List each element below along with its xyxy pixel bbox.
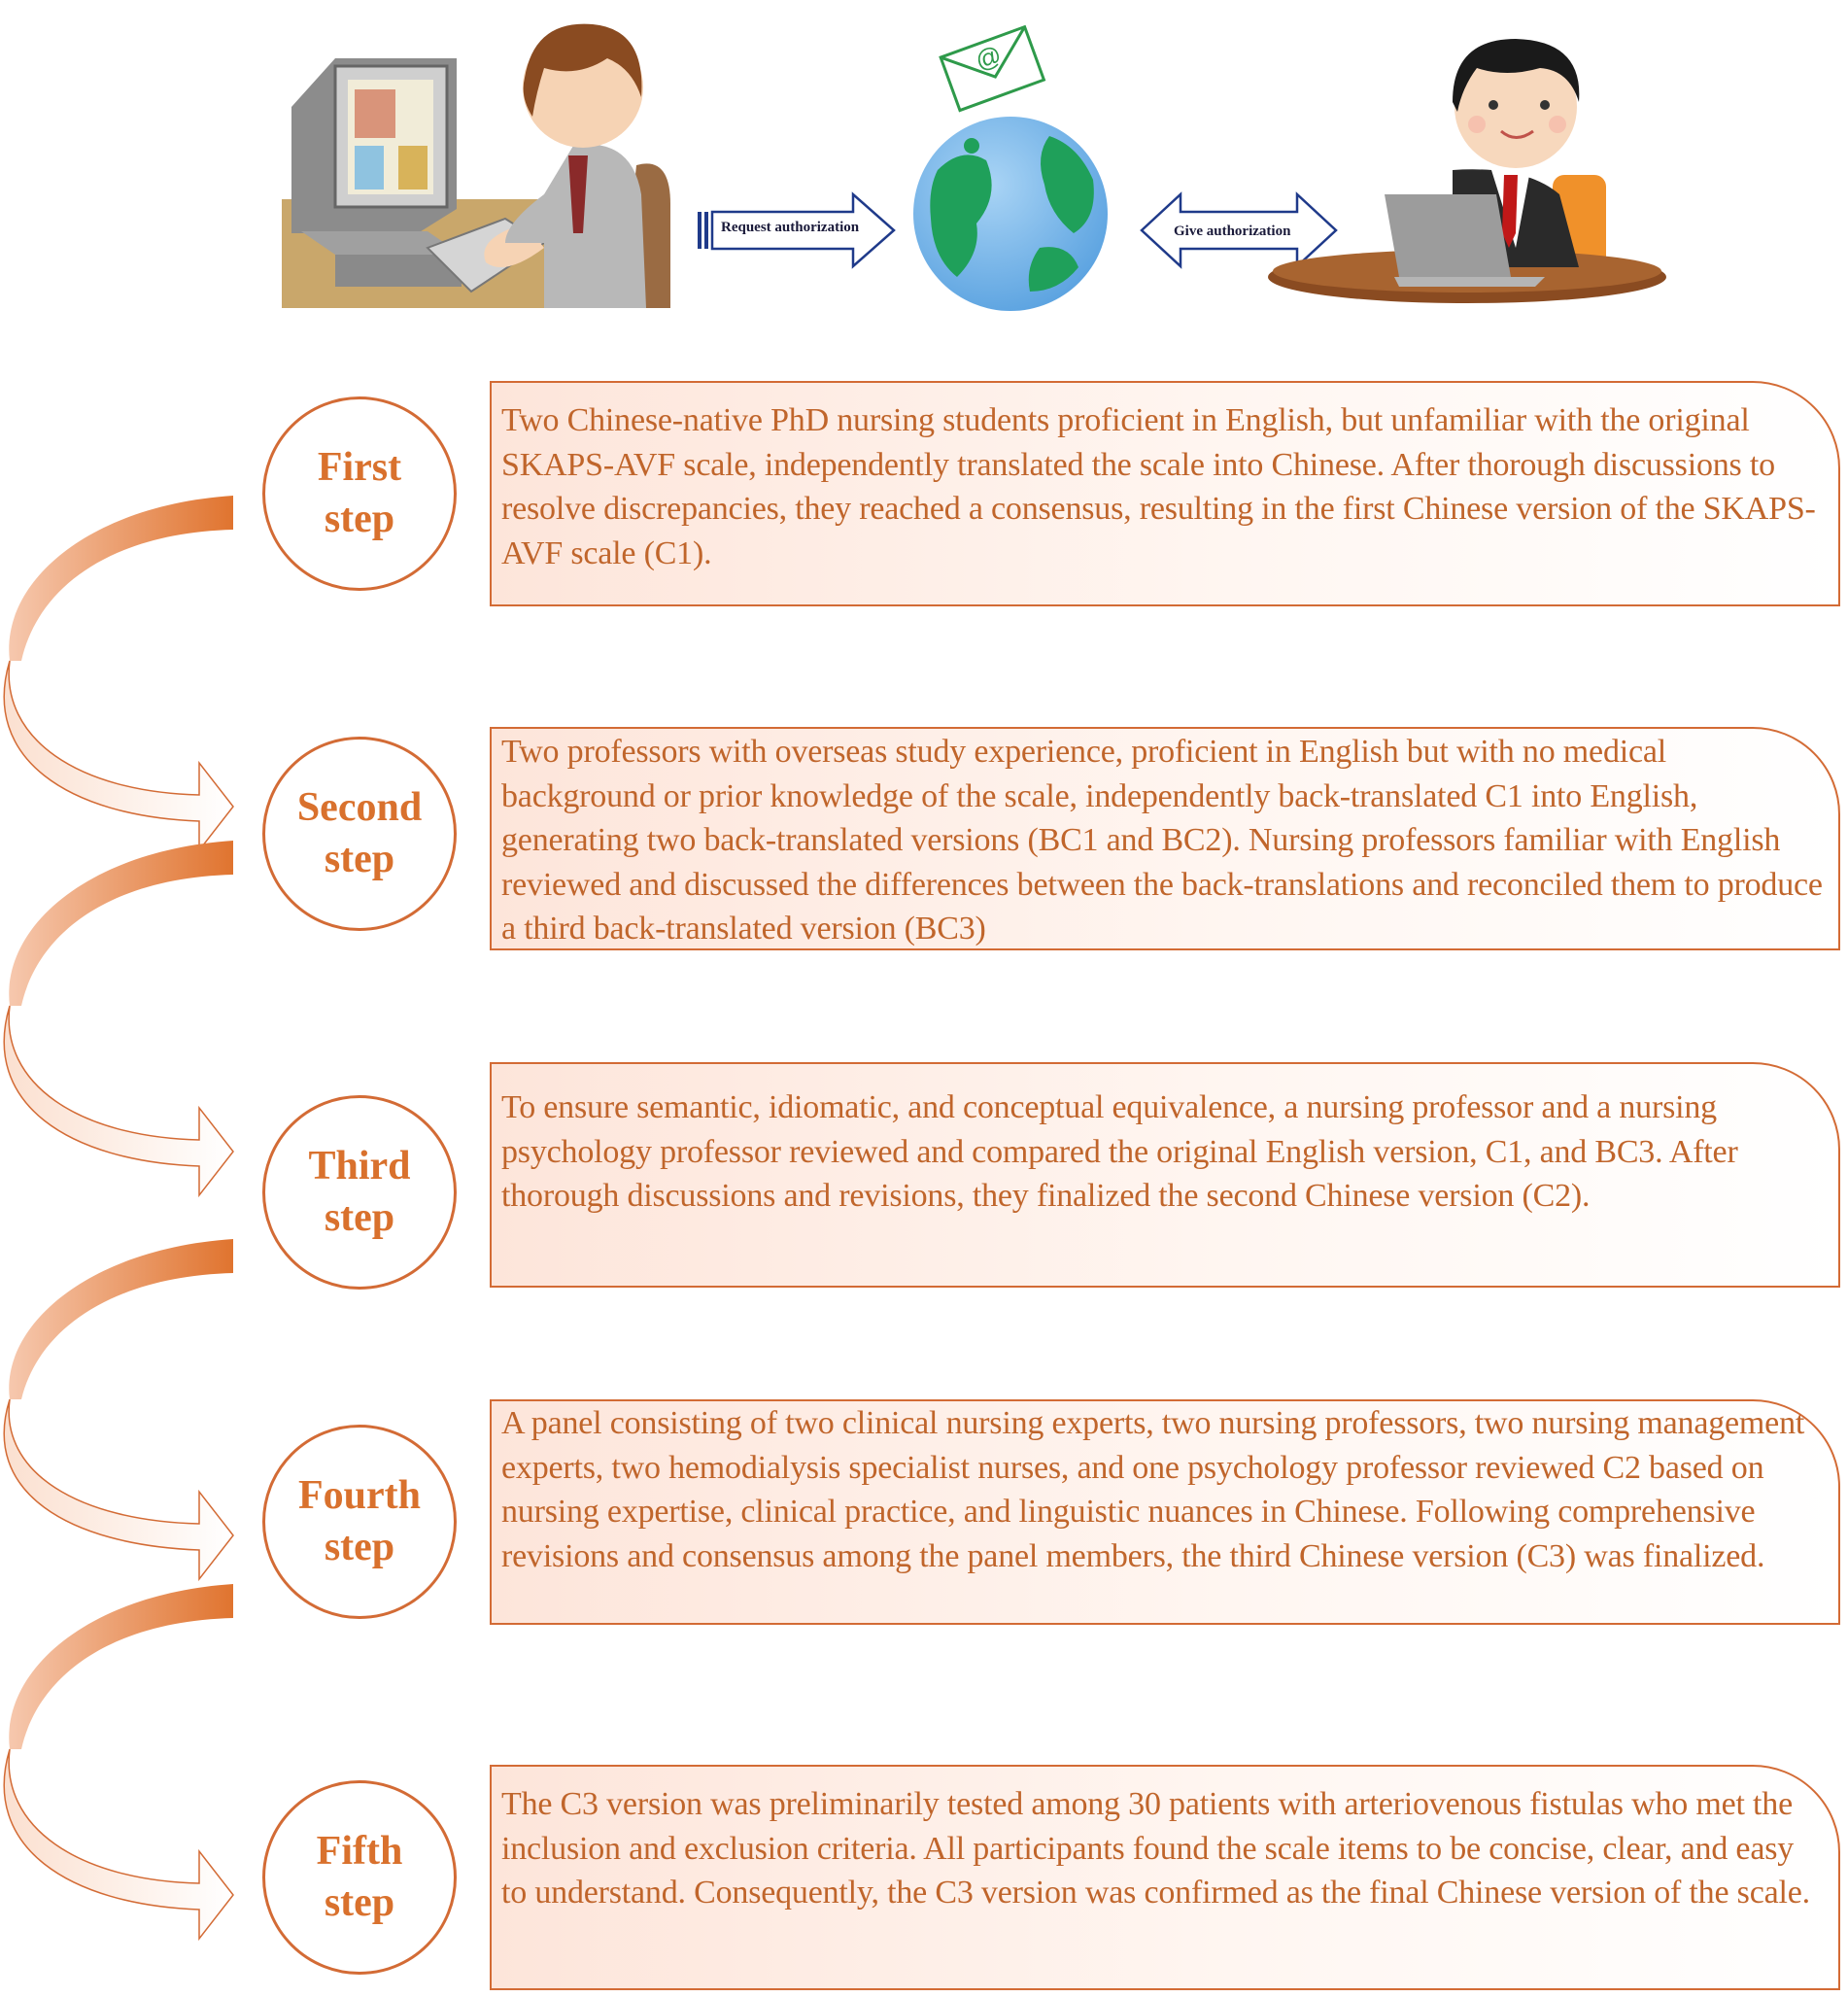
connector-arrow-1	[4, 496, 233, 850]
header-illustration	[0, 0, 1848, 330]
step-4-text: A panel consisting of two clinical nursing experts, two nursing professors, two nursing management experts, two hemodialysis specialist nurses, and one psychology professor reviewed C2 based on nursing expertise, clinical practice, and linguistic nuances in Chinese. Following comprehensive revisions and consensus among the panel members, the third Chinese version (C3) was finalized.	[501, 1405, 1805, 1574]
step-5-word: Fifth	[316, 1829, 403, 1874]
step-5-box	[490, 1765, 1840, 1990]
connector-arrow-2	[4, 841, 233, 1195]
step-2-text: Two professors with overseas study experience, proficient in English but with no medical background or prior knowledge of the scale, independently back-translated C1 into English, generating two back-translated versions (BC1 and BC2). Nursing professors familiar with English reviewed and discussed the differences between the back-translations and reconciled them to produce a third back-translated version (BC3)	[501, 734, 1823, 947]
step-2-word: Second	[296, 785, 423, 830]
step-5-unit: step	[324, 1880, 395, 1925]
step-1-word: First	[317, 445, 402, 490]
step-4-box	[490, 1399, 1840, 1625]
step-4-circle	[262, 1425, 457, 1619]
step-5-text: The C3 version was preliminarily tested among 30 patients with arteriovenous fistulas who met the inclusion and exclusion criteria. All participants found the scale items to be concise, clear, and easy to understand. Consequently, the C3 version was confirmed as the final Chinese version of the scale.	[501, 1786, 1810, 1911]
connector-arrow-3	[4, 1239, 233, 1579]
step-2-box	[490, 727, 1840, 950]
email-symbol: @	[971, 39, 1006, 76]
step-3-unit: step	[324, 1195, 395, 1240]
step-1-text: Two Chinese-native PhD nursing students proficient in English, but unfamiliar with the original SKAPS-AVF scale, independently translated the scale into Chinese. After thorough discussions to resolve discrepancies, they reached a consensus, resulting in the first Chinese version of the SKAPS-AVF scale (C1).	[501, 402, 1816, 571]
step-2-circle	[262, 737, 457, 931]
step-1-box	[490, 381, 1840, 606]
step-5-circle	[262, 1780, 457, 1975]
step-3-text: To ensure semantic, idiomatic, and conceptual equivalence, a nursing professor and a nursing psychology professor reviewed and compared the original English version, C1, and BC3. After thorough discussions and revisions, they finalized the second Chinese version (C2).	[501, 1089, 1738, 1214]
globe-email-icon	[913, 27, 1108, 311]
step-4-unit: step	[324, 1525, 395, 1569]
step-4-word: Fourth	[298, 1473, 421, 1518]
step-1-unit: step	[324, 497, 395, 541]
step-3-word: Third	[308, 1144, 411, 1188]
step-1-circle	[262, 396, 457, 591]
request-authorization-label: Request authorization	[721, 220, 860, 235]
connector-arrows	[0, 0, 253, 1997]
give-authorization-label: Give authorization	[1174, 224, 1291, 239]
connector-arrow-4	[4, 1584, 233, 1939]
man-laptop-icon	[1268, 39, 1666, 303]
woman-computer-icon	[282, 24, 670, 308]
step-3-box	[490, 1062, 1840, 1288]
step-2-unit: step	[324, 837, 395, 881]
step-3-circle	[262, 1095, 457, 1290]
